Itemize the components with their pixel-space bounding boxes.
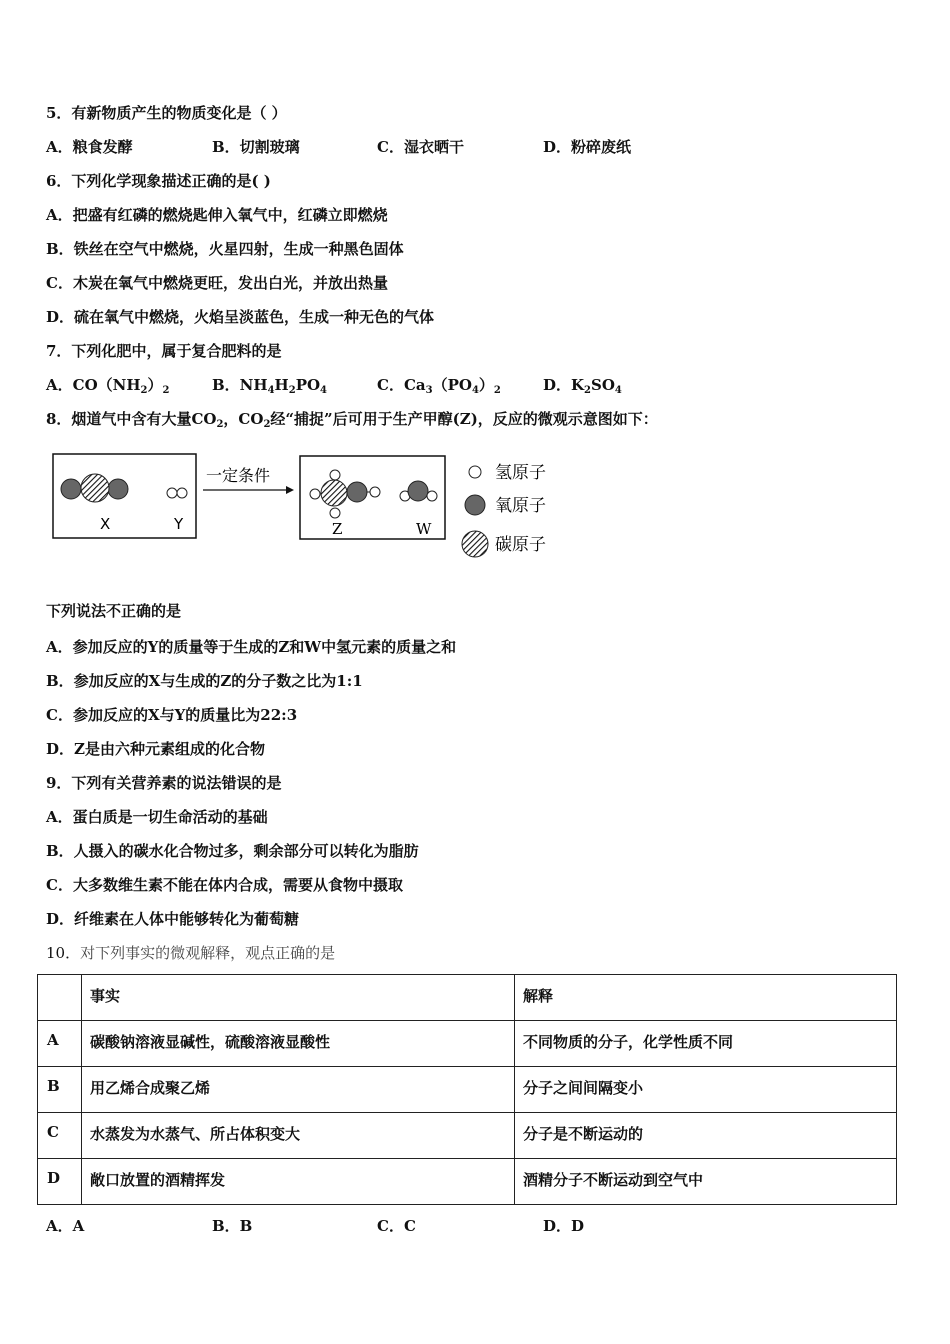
q7-stem: 7．下列化肥中，属于复合肥料的是 (46, 342, 282, 360)
label-x: X (100, 515, 111, 533)
q5-stem: 5．有新物质产生的物质变化是（ ） (46, 104, 287, 122)
table-cell: 碳酸钠溶液显碱性，硫酸溶液显酸性 (82, 1021, 515, 1067)
q8-option-c[interactable]: C．参加反应的X与Y的质量比为22:3 (46, 706, 298, 724)
molecule-z (310, 470, 380, 518)
q9-stem: 9．下列有关营养素的说法错误的是 (46, 774, 282, 792)
table-cell: 分子之间间隔变小 (515, 1067, 897, 1113)
q5-option-d[interactable]: D．粉碎废纸 (543, 138, 632, 156)
label-z: Z (332, 520, 343, 538)
facts-table (37, 974, 897, 1205)
molecule-y (167, 488, 187, 498)
table-cell: 不同物质的分子，化学性质不同 (515, 1021, 897, 1067)
q8-option-d[interactable]: D．Z是由六种元素组成的化合物 (46, 740, 265, 758)
table-cell: B (38, 1067, 82, 1113)
q10-option-a[interactable]: A．A (46, 1217, 85, 1235)
q8-option-a[interactable]: A．参加反应的Y的质量等于生成的Z和W中氢元素的质量之和 (46, 638, 457, 656)
q8-stem: 8．烟道气中含有大量$CO_2$，$CO_2$经“捕捉”后可用于生产甲醇(Z)，反应的微观示意图如下： (46, 410, 658, 430)
legend-carbon: 碳原子 (495, 535, 546, 555)
q10-option-b[interactable]: B．B (212, 1217, 253, 1235)
reaction-diagram (46, 446, 586, 566)
q6-option-a[interactable]: A．把盛有红磷的燃烧匙伸入氧气中，红磷立即燃烧 (46, 206, 388, 224)
table-row (38, 1159, 897, 1205)
molecule-x (61, 474, 128, 502)
q6-option-c[interactable]: C．木炭在氧气中燃烧更旺，发出白光，并放出热量 (46, 274, 388, 292)
table-cell: 用乙烯合成聚乙烯 (82, 1067, 515, 1113)
legend-hydrogen: 氢原子 (495, 463, 546, 483)
q6-option-d[interactable]: D．硫在氧气中燃烧，火焰呈淡蓝色，生成一种无色的气体 (46, 308, 435, 326)
table-header-cell (38, 975, 82, 1021)
table-cell: 分子是不断运动的 (515, 1113, 897, 1159)
q10-option-c[interactable]: C．C (377, 1217, 416, 1235)
table-row (38, 1113, 897, 1159)
q9-option-d[interactable]: D．纤维素在人体中能够转化为葡萄糖 (46, 910, 300, 928)
table-row (38, 1021, 897, 1067)
q7-option-d[interactable]: D．$K_2SO_4$ (543, 376, 622, 396)
table-header-row (38, 975, 897, 1021)
table-row (38, 1067, 897, 1113)
table-cell: 酒精分子不断运动到空气中 (515, 1159, 897, 1205)
molecule-w (400, 481, 437, 501)
legend-oxygen: 氧原子 (495, 496, 546, 516)
q6-option-b[interactable]: B．铁丝在空气中燃烧，火星四射，生成一种黑色固体 (46, 240, 404, 258)
q5-option-c[interactable]: C．湿衣晒干 (377, 138, 464, 156)
table-cell: 水蒸发为水蒸气、所占体积变大 (82, 1113, 515, 1159)
q8-option-b[interactable]: B．参加反应的X与生成的Z的分子数之比为1:1 (46, 672, 363, 690)
arrow-condition-text: 一定条件 (206, 466, 271, 485)
q9-option-b[interactable]: B．人摄入的碳水化合物过多，剩余部分可以转化为脂肪 (46, 842, 419, 860)
table-cell: 敞口放置的酒精挥发 (82, 1159, 515, 1205)
table-header-cell: 事实 (82, 975, 515, 1021)
legend-hydrogen-icon (469, 466, 481, 478)
table-cell: D (38, 1159, 82, 1205)
q7-option-b[interactable]: B．$NH_4H_2PO_4$ (212, 376, 328, 396)
label-y: Y (174, 515, 184, 533)
q8-sub-stem: 下列说法不正确的是 (46, 602, 182, 620)
q9-option-c[interactable]: C．大多数维生素不能在体内合成，需要从食物中摄取 (46, 876, 403, 894)
q5-option-b[interactable]: B．切割玻璃 (212, 138, 300, 156)
q7-option-a[interactable]: A．$CO(NH_2)_2$ (46, 376, 170, 396)
table-header-cell: 解释 (515, 975, 897, 1021)
table-cell: A (38, 1021, 82, 1067)
q6-stem: 6．下列化学现象描述正确的是( ) (46, 172, 271, 190)
q9-option-a[interactable]: A．蛋白质是一切生命活动的基础 (46, 808, 268, 826)
legend-oxygen-icon (465, 495, 485, 515)
q7-option-c[interactable]: C．$Ca_3(PO_4)_2$ (377, 376, 501, 396)
q5-option-a[interactable]: A．粮食发酵 (46, 138, 133, 156)
table-cell: C (38, 1113, 82, 1159)
legend-carbon-icon (462, 531, 488, 557)
q10-option-d[interactable]: D．D (543, 1217, 585, 1235)
arrow-head-icon (286, 486, 294, 494)
label-w: W (416, 520, 432, 538)
q10-stem: 10．对下列事实的微观解释，观点正确的是 (46, 944, 336, 962)
